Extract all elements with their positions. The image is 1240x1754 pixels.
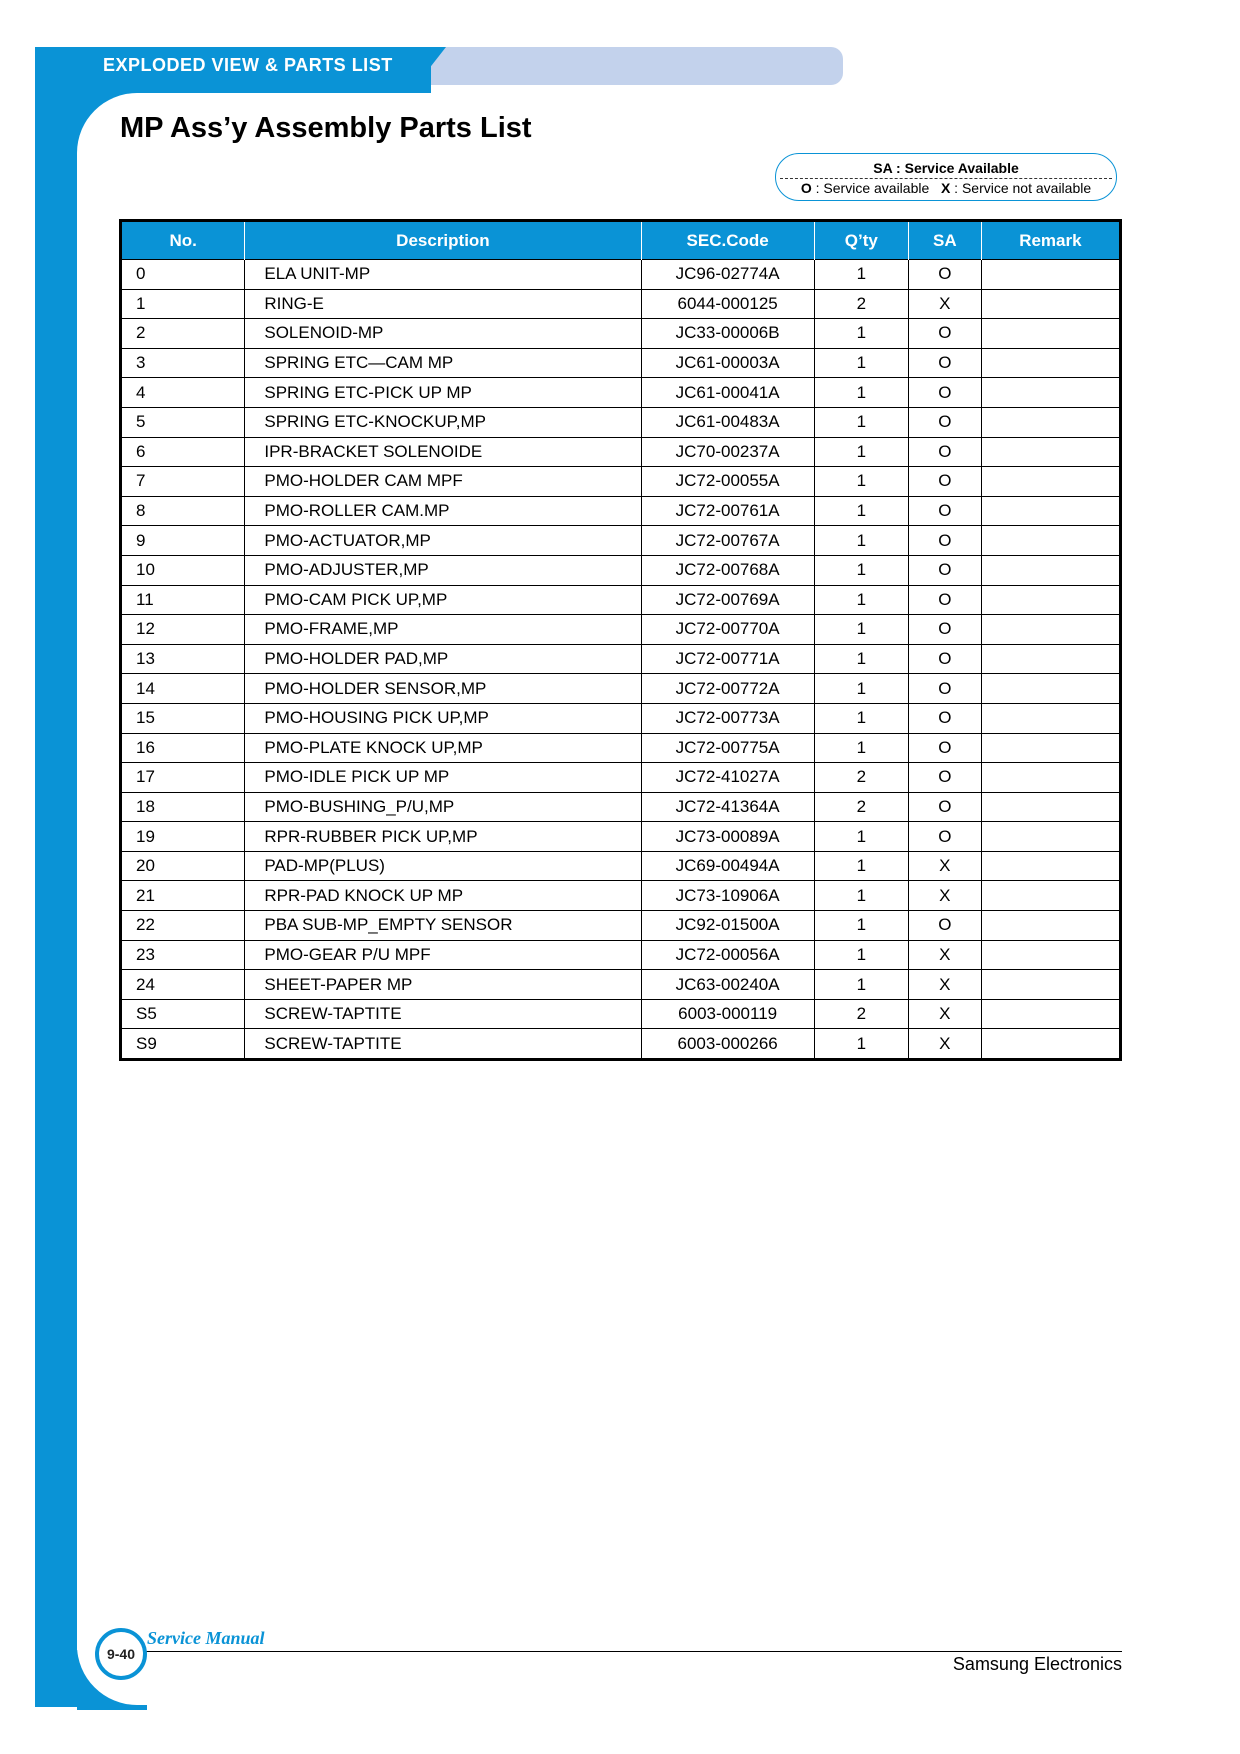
cell-qty: 1 bbox=[814, 496, 908, 526]
cell-description: PMO-FRAME,MP bbox=[245, 615, 641, 645]
cell-sa: X bbox=[908, 881, 981, 911]
cell-sec-code: JC72-41027A bbox=[641, 763, 814, 793]
cell-no: 6 bbox=[121, 437, 245, 467]
cell-description: PMO-ROLLER CAM.MP bbox=[245, 496, 641, 526]
cell-sa: O bbox=[908, 437, 981, 467]
cell-sec-code: 6044-000125 bbox=[641, 289, 814, 319]
cell-sa: O bbox=[908, 585, 981, 615]
parts-table-body bbox=[121, 260, 1121, 1060]
cell-remark bbox=[981, 763, 1120, 793]
cell-sa: O bbox=[908, 674, 981, 704]
legend-detail bbox=[776, 180, 1116, 196]
cell-description: PMO-ACTUATOR,MP bbox=[245, 526, 641, 556]
cell-description: SCREW-TAPTITE bbox=[245, 999, 641, 1029]
cell-qty: 1 bbox=[814, 970, 908, 1000]
cell-sec-code: JC72-00767A bbox=[641, 526, 814, 556]
cell-qty: 2 bbox=[814, 792, 908, 822]
cell-sa: O bbox=[908, 792, 981, 822]
cell-sec-code: JC63-00240A bbox=[641, 970, 814, 1000]
cell-description: IPR-BRACKET SOLENOIDE bbox=[245, 437, 641, 467]
cell-no: 12 bbox=[121, 615, 245, 645]
legend-divider bbox=[780, 178, 1112, 179]
cell-qty: 1 bbox=[814, 822, 908, 852]
cell-sa: X bbox=[908, 851, 981, 881]
cell-description: RPR-RUBBER PICK UP,MP bbox=[245, 822, 641, 852]
cell-qty: 1 bbox=[814, 260, 908, 290]
cell-no: 17 bbox=[121, 763, 245, 793]
cell-qty: 1 bbox=[814, 467, 908, 497]
table-row bbox=[121, 289, 1121, 319]
cell-no: 20 bbox=[121, 851, 245, 881]
left-accent-band bbox=[35, 47, 77, 1707]
cell-qty: 1 bbox=[814, 319, 908, 349]
cell-sa: O bbox=[908, 348, 981, 378]
footer-rule bbox=[140, 1651, 1122, 1652]
cell-remark bbox=[981, 822, 1120, 852]
cell-sec-code: JC72-00056A bbox=[641, 940, 814, 970]
cell-remark bbox=[981, 348, 1120, 378]
cell-sec-code: JC92-01500A bbox=[641, 911, 814, 941]
cell-no: 23 bbox=[121, 940, 245, 970]
cell-sec-code: JC73-00089A bbox=[641, 822, 814, 852]
cell-remark bbox=[981, 970, 1120, 1000]
cell-sa: X bbox=[908, 289, 981, 319]
cell-sec-code: JC72-00773A bbox=[641, 703, 814, 733]
cell-no: 18 bbox=[121, 792, 245, 822]
cell-qty: 1 bbox=[814, 1029, 908, 1060]
cell-remark bbox=[981, 674, 1120, 704]
table-row bbox=[121, 792, 1121, 822]
table-row bbox=[121, 644, 1121, 674]
column-header-description: Description bbox=[245, 221, 641, 260]
cell-sa: O bbox=[908, 319, 981, 349]
cell-sa: O bbox=[908, 644, 981, 674]
cell-sec-code: JC72-00055A bbox=[641, 467, 814, 497]
legend-o-text: : Service available bbox=[811, 180, 930, 196]
cell-description: SPRING ETC—CAM MP bbox=[245, 348, 641, 378]
cell-remark bbox=[981, 911, 1120, 941]
cell-remark bbox=[981, 496, 1120, 526]
table-row bbox=[121, 999, 1121, 1029]
cell-no: S9 bbox=[121, 1029, 245, 1060]
cell-no: 3 bbox=[121, 348, 245, 378]
table-row bbox=[121, 319, 1121, 349]
cell-qty: 2 bbox=[814, 289, 908, 319]
cell-description: PBA SUB-MP_EMPTY SENSOR bbox=[245, 911, 641, 941]
cell-qty: 1 bbox=[814, 526, 908, 556]
table-header-row bbox=[121, 221, 1121, 260]
cell-sa: O bbox=[908, 615, 981, 645]
cell-sec-code: JC69-00494A bbox=[641, 851, 814, 881]
company-name: Samsung Electronics bbox=[952, 1654, 1122, 1674]
cell-sa: X bbox=[908, 1029, 981, 1060]
cell-description: SPRING ETC-KNOCKUP,MP bbox=[245, 407, 641, 437]
cell-remark bbox=[981, 289, 1120, 319]
cell-qty: 1 bbox=[814, 940, 908, 970]
table-row bbox=[121, 763, 1121, 793]
section-title: EXPLODED VIEW & PARTS LIST bbox=[103, 55, 393, 75]
cell-description: PMO-PLATE KNOCK UP,MP bbox=[245, 733, 641, 763]
cell-description: PMO-GEAR P/U MPF bbox=[245, 940, 641, 970]
table-row bbox=[121, 378, 1121, 408]
cell-no: 10 bbox=[121, 555, 245, 585]
cell-description: PMO-ADJUSTER,MP bbox=[245, 555, 641, 585]
cell-qty: 1 bbox=[814, 703, 908, 733]
cell-sec-code: JC72-00771A bbox=[641, 644, 814, 674]
cell-description: RPR-PAD KNOCK UP MP bbox=[245, 881, 641, 911]
cell-description: PMO-HOLDER SENSOR,MP bbox=[245, 674, 641, 704]
cell-description: PMO-HOLDER CAM MPF bbox=[245, 467, 641, 497]
cell-remark bbox=[981, 703, 1120, 733]
cell-qty: 1 bbox=[814, 911, 908, 941]
cell-no: 15 bbox=[121, 703, 245, 733]
cell-description: PMO-CAM PICK UP,MP bbox=[245, 585, 641, 615]
cell-sa: O bbox=[908, 496, 981, 526]
legend-x-symbol: X bbox=[940, 180, 951, 196]
table-row bbox=[121, 1029, 1121, 1060]
cell-remark bbox=[981, 792, 1120, 822]
table-row bbox=[121, 437, 1121, 467]
cell-sa: O bbox=[908, 703, 981, 733]
cell-qty: 1 bbox=[814, 615, 908, 645]
cell-remark bbox=[981, 644, 1120, 674]
cell-no: 24 bbox=[121, 970, 245, 1000]
cell-sec-code: JC72-00775A bbox=[641, 733, 814, 763]
cell-description: PMO-HOUSING PICK UP,MP bbox=[245, 703, 641, 733]
cell-sec-code: JC61-00483A bbox=[641, 407, 814, 437]
cell-sa: O bbox=[908, 407, 981, 437]
cell-sec-code: JC72-00769A bbox=[641, 585, 814, 615]
cell-sa: X bbox=[908, 999, 981, 1029]
table-row bbox=[121, 674, 1121, 704]
header-light-band bbox=[400, 47, 843, 85]
cell-sec-code: JC72-00761A bbox=[641, 496, 814, 526]
table-row bbox=[121, 496, 1121, 526]
legend-title: SA : Service Available bbox=[873, 160, 1019, 176]
cell-remark bbox=[981, 940, 1120, 970]
cell-sa: O bbox=[908, 555, 981, 585]
legend-x-text: : Service not available bbox=[950, 180, 1092, 196]
cell-remark bbox=[981, 585, 1120, 615]
table-row bbox=[121, 615, 1121, 645]
service-manual-label: Service Manual bbox=[147, 1628, 265, 1648]
table-row bbox=[121, 822, 1121, 852]
cell-description: PMO-IDLE PICK UP MP bbox=[245, 763, 641, 793]
cell-remark bbox=[981, 260, 1120, 290]
cell-remark bbox=[981, 467, 1120, 497]
cell-sec-code: JC70-00237A bbox=[641, 437, 814, 467]
cell-sec-code: JC96-02774A bbox=[641, 260, 814, 290]
cell-sec-code: JC72-00768A bbox=[641, 555, 814, 585]
cell-no: 14 bbox=[121, 674, 245, 704]
cell-qty: 1 bbox=[814, 378, 908, 408]
service-legend bbox=[775, 153, 1117, 201]
page-number-badge: 9-40 bbox=[95, 1628, 147, 1680]
table-row bbox=[121, 733, 1121, 763]
cell-sec-code: JC72-00772A bbox=[641, 674, 814, 704]
cell-qty: 1 bbox=[814, 851, 908, 881]
cell-no: 0 bbox=[121, 260, 245, 290]
cell-description: RING-E bbox=[245, 289, 641, 319]
cell-qty: 1 bbox=[814, 733, 908, 763]
cell-description: PAD-MP(PLUS) bbox=[245, 851, 641, 881]
cell-sec-code: JC61-00041A bbox=[641, 378, 814, 408]
cell-description: SHEET-PAPER MP bbox=[245, 970, 641, 1000]
page-title: MP Ass’y Assembly Parts List bbox=[120, 112, 532, 144]
column-header-sa: SA bbox=[908, 221, 981, 260]
cell-no: 16 bbox=[121, 733, 245, 763]
table-row bbox=[121, 851, 1121, 881]
cell-no: 7 bbox=[121, 467, 245, 497]
cell-remark bbox=[981, 407, 1120, 437]
cell-remark bbox=[981, 881, 1120, 911]
cell-sa: O bbox=[908, 822, 981, 852]
cell-description: PMO-HOLDER PAD,MP bbox=[245, 644, 641, 674]
cell-remark bbox=[981, 555, 1120, 585]
cell-description: PMO-BUSHING_P/U,MP bbox=[245, 792, 641, 822]
cell-remark bbox=[981, 999, 1120, 1029]
cell-sec-code: JC72-00770A bbox=[641, 615, 814, 645]
cell-qty: 1 bbox=[814, 674, 908, 704]
cell-sa: X bbox=[908, 940, 981, 970]
cell-sa: O bbox=[908, 378, 981, 408]
cell-no: 9 bbox=[121, 526, 245, 556]
cell-no: 4 bbox=[121, 378, 245, 408]
cell-sec-code: 6003-000119 bbox=[641, 999, 814, 1029]
cell-sa: O bbox=[908, 467, 981, 497]
table-row bbox=[121, 940, 1121, 970]
table-row bbox=[121, 911, 1121, 941]
cell-sa: O bbox=[908, 526, 981, 556]
cell-no: 22 bbox=[121, 911, 245, 941]
cell-no: S5 bbox=[121, 999, 245, 1029]
cell-no: 2 bbox=[121, 319, 245, 349]
cell-qty: 2 bbox=[814, 763, 908, 793]
table-row bbox=[121, 555, 1121, 585]
cell-sec-code: JC61-00003A bbox=[641, 348, 814, 378]
table-row bbox=[121, 467, 1121, 497]
table-row bbox=[121, 526, 1121, 556]
cell-remark bbox=[981, 319, 1120, 349]
column-header-no: No. bbox=[121, 221, 245, 260]
cell-qty: 2 bbox=[814, 999, 908, 1029]
cell-no: 19 bbox=[121, 822, 245, 852]
cell-sa: O bbox=[908, 763, 981, 793]
cell-remark bbox=[981, 851, 1120, 881]
table-row bbox=[121, 348, 1121, 378]
column-header-qty: Q’ty bbox=[814, 221, 908, 260]
table-row bbox=[121, 407, 1121, 437]
table-row bbox=[121, 881, 1121, 911]
cell-no: 1 bbox=[121, 289, 245, 319]
cell-description: SOLENOID-MP bbox=[245, 319, 641, 349]
cell-qty: 1 bbox=[814, 644, 908, 674]
column-header-sec-code: SEC.Code bbox=[641, 221, 814, 260]
cell-remark bbox=[981, 526, 1120, 556]
cell-sec-code: 6003-000266 bbox=[641, 1029, 814, 1060]
cell-sec-code: JC33-00006B bbox=[641, 319, 814, 349]
cell-qty: 1 bbox=[814, 555, 908, 585]
cell-no: 5 bbox=[121, 407, 245, 437]
table-row bbox=[121, 970, 1121, 1000]
cell-no: 8 bbox=[121, 496, 245, 526]
table-row bbox=[121, 260, 1121, 290]
cell-qty: 1 bbox=[814, 881, 908, 911]
cell-remark bbox=[981, 733, 1120, 763]
cell-description: ELA UNIT-MP bbox=[245, 260, 641, 290]
cell-remark bbox=[981, 1029, 1120, 1060]
cell-sa: O bbox=[908, 911, 981, 941]
cell-remark bbox=[981, 378, 1120, 408]
cell-qty: 1 bbox=[814, 437, 908, 467]
cell-sa: X bbox=[908, 970, 981, 1000]
table-row bbox=[121, 703, 1121, 733]
legend-o-symbol: O bbox=[800, 180, 812, 196]
cell-no: 21 bbox=[121, 881, 245, 911]
cell-remark bbox=[981, 615, 1120, 645]
cell-no: 13 bbox=[121, 644, 245, 674]
cell-sa: O bbox=[908, 260, 981, 290]
cell-sec-code: JC72-41364A bbox=[641, 792, 814, 822]
header-band-slant bbox=[410, 47, 446, 93]
cell-sa: O bbox=[908, 733, 981, 763]
column-header-remark: Remark bbox=[981, 221, 1120, 260]
cell-qty: 1 bbox=[814, 585, 908, 615]
cell-description: SPRING ETC-PICK UP MP bbox=[245, 378, 641, 408]
cell-qty: 1 bbox=[814, 348, 908, 378]
cell-sec-code: JC73-10906A bbox=[641, 881, 814, 911]
table-row bbox=[121, 585, 1121, 615]
cell-qty: 1 bbox=[814, 407, 908, 437]
cell-no: 11 bbox=[121, 585, 245, 615]
parts-table bbox=[119, 219, 1122, 1061]
cell-description: SCREW-TAPTITE bbox=[245, 1029, 641, 1060]
cell-remark bbox=[981, 437, 1120, 467]
